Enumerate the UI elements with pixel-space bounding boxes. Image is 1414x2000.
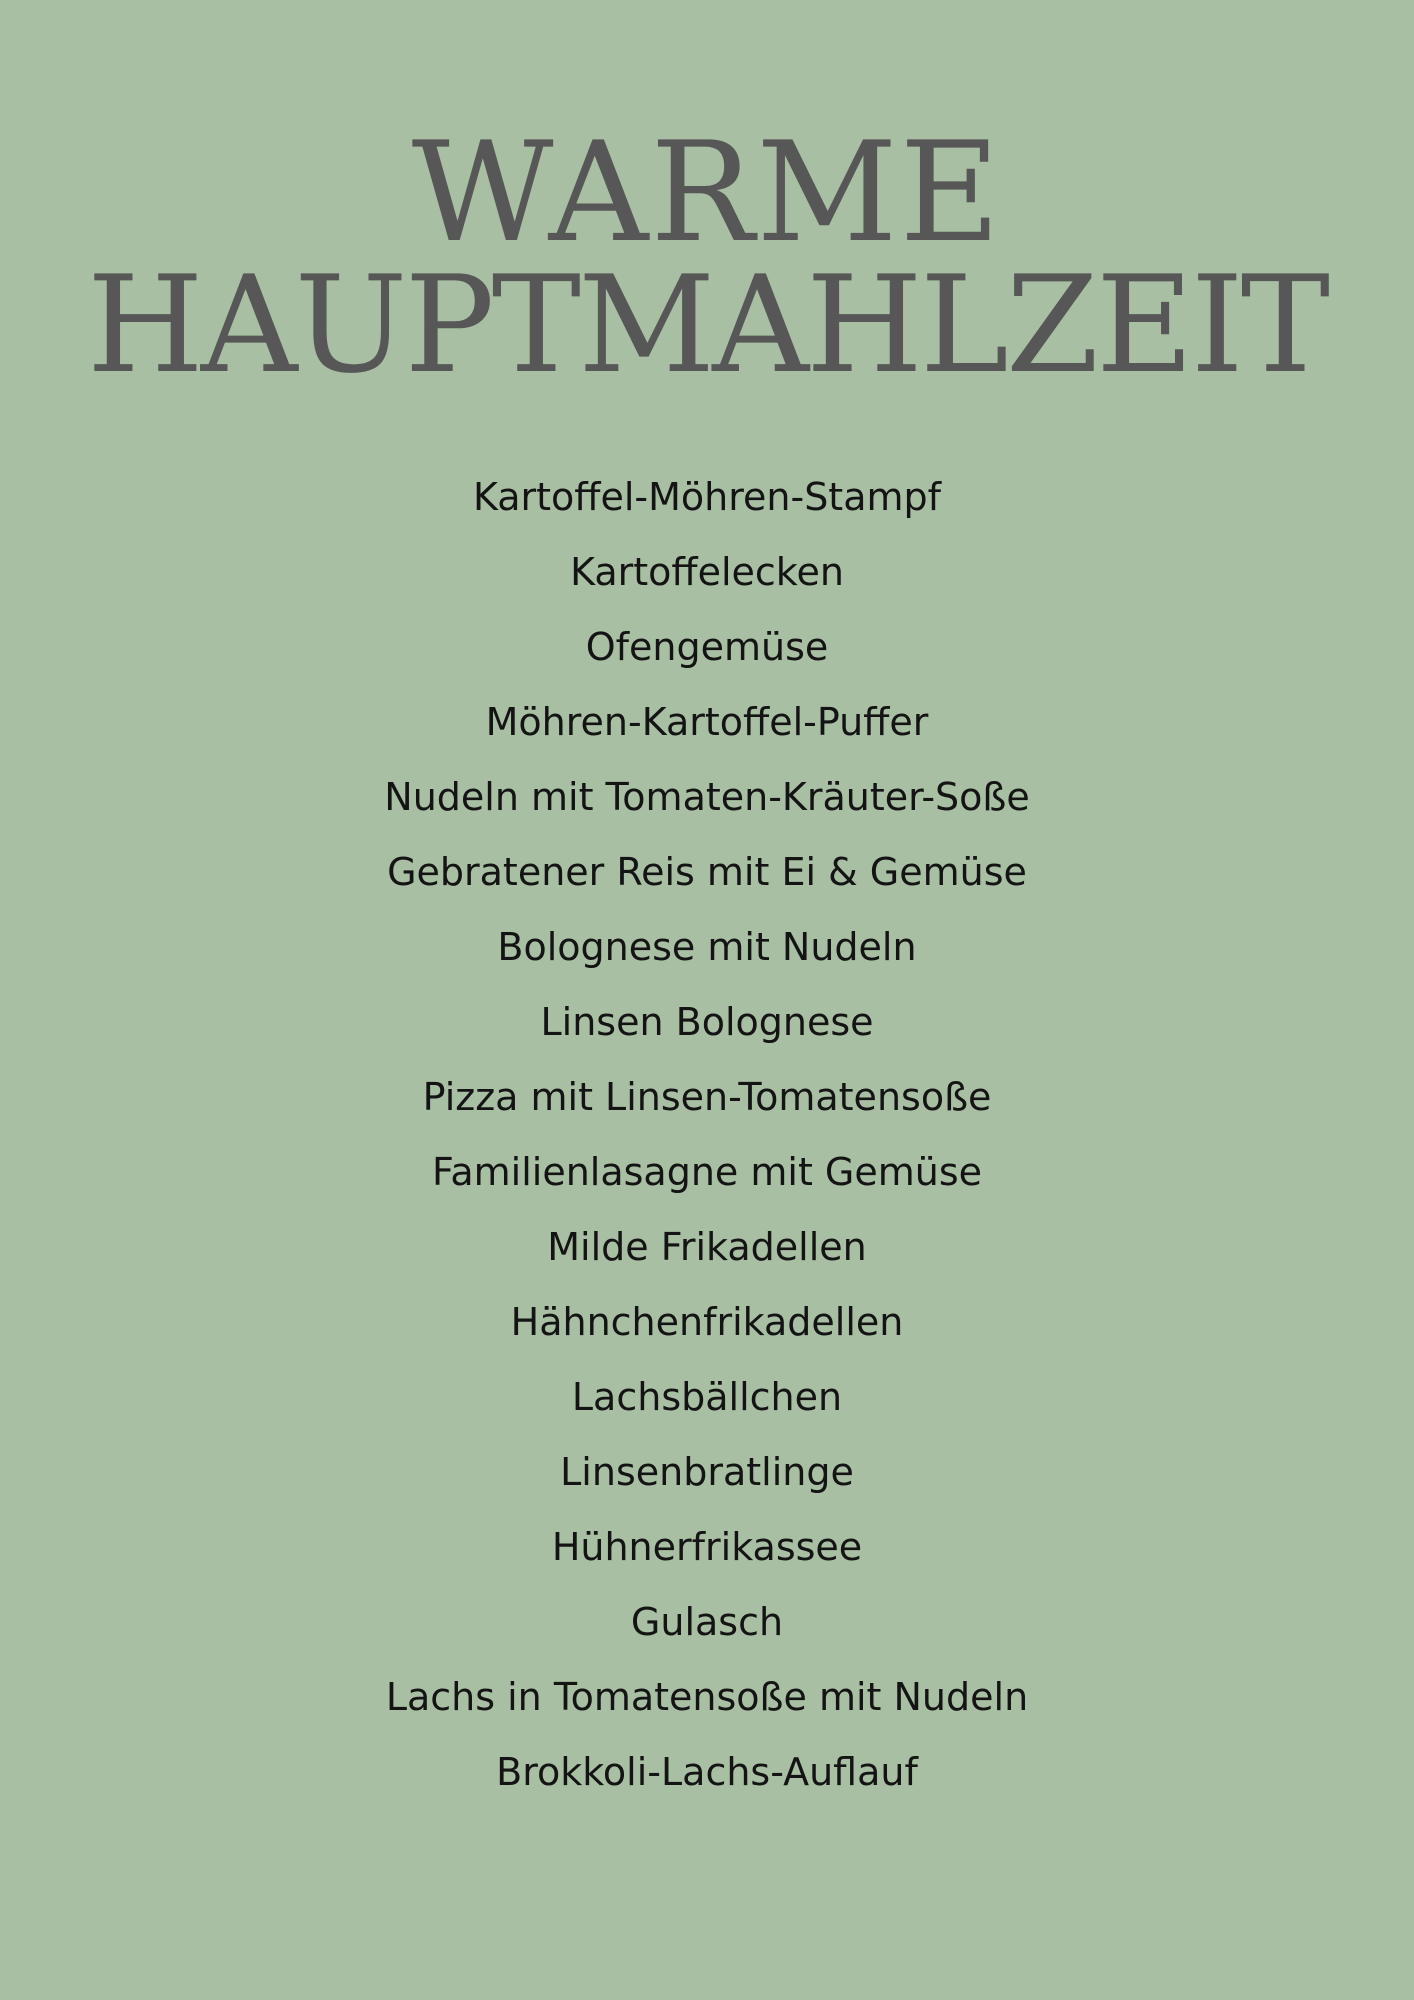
list-item: Kartoffelecken [570, 550, 844, 594]
list-item: Gulasch [630, 1600, 784, 1644]
list-item: Lachsbällchen [571, 1375, 843, 1419]
list-item: Möhren-Kartoffel-Puffer [485, 700, 929, 744]
list-item: Hähnchenfrikadellen [510, 1300, 904, 1344]
list-item: Kartoffel-Möhren-Stampf [472, 475, 942, 519]
list-item: Pizza mit Linsen-Tomatensoße [422, 1075, 992, 1119]
page-title-line-2: HAUPTMAHLZEIT [86, 247, 1328, 403]
list-item: Lachs in Tomatensoße mit Nudeln [385, 1675, 1029, 1719]
list-item: Linsen Bolognese [540, 1000, 874, 1044]
list-item: Brokkoli-Lachs-Auflauf [496, 1750, 918, 1794]
list-item: Ofengemüse [585, 625, 829, 669]
list-item: Familienlasagne mit Gemüse [431, 1150, 983, 1194]
list-item: Linsenbratlinge [560, 1450, 854, 1494]
list-item: Hühnerfrikassee [551, 1525, 863, 1569]
list-item: Nudeln mit Tomaten-Kräuter-Soße [384, 775, 1030, 819]
list-item: Gebratener Reis mit Ei & Gemüse [387, 850, 1027, 894]
list-item: Bolognese mit Nudeln [497, 925, 917, 969]
list-item: Milde Frikadellen [547, 1225, 867, 1269]
dish-list [0, 460, 1414, 1810]
page-title-line-1: WARME [411, 112, 1003, 273]
